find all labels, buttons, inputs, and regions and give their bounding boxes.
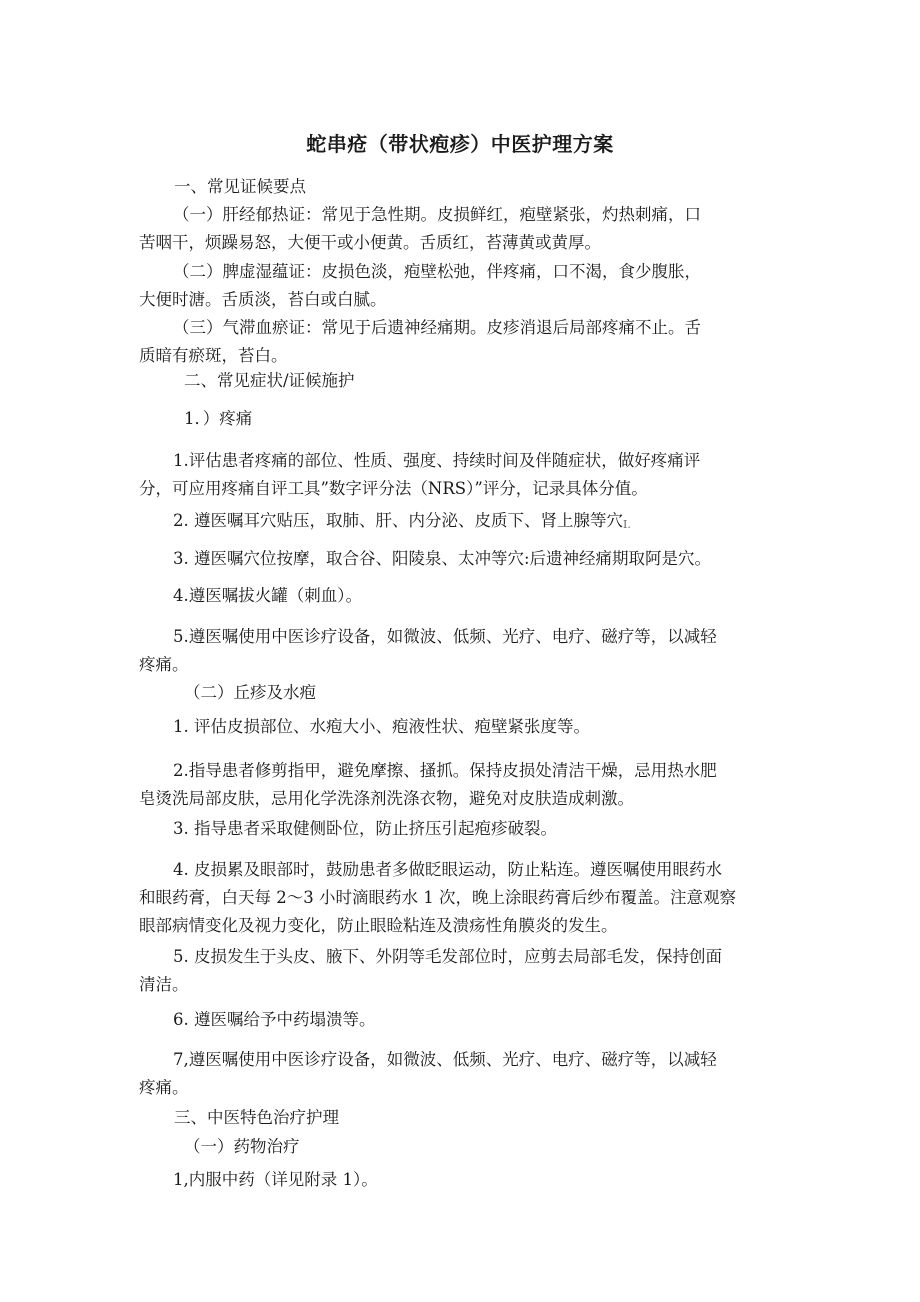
- stray-mark: I.: [623, 518, 631, 531]
- paragraph-line: 1.评估患者疼痛的部位、性质、强度、持续时间及伴随症状，做好疼痛评: [173, 451, 701, 470]
- paragraph-line: 2.指导患者修剪指甲，避免摩擦、搔抓。保持皮损处清洁干燥，忌用热水肥: [173, 761, 717, 780]
- paragraph: [139, 1046, 784, 1102]
- paragraph-line: 7,遵医嘱使用中医诊疗设备，如微波、低频、光疗、电疗、磁疗等，以减轻: [173, 1050, 717, 1069]
- paragraph-line: （一）肝经郁热证：常见于急性期。皮损鲜红，疱壁紧张，灼热刺痛，口: [173, 205, 701, 224]
- subsection-heading: （二）丘疹及水疱: [184, 683, 316, 702]
- subsection-heading: 1．）疼痛: [184, 409, 253, 428]
- paragraph: 6. 遵医嘱给予中药塌溃等。: [173, 1010, 376, 1029]
- subsection-heading: （一）药物治疗: [184, 1137, 300, 1156]
- paragraph: 1. 评估皮损部位、水疱大小、疱液性状、疱壁紧张度等。: [173, 717, 590, 736]
- paragraph-line: 大便时溏。舌质淡，苔白或白腻。: [139, 290, 387, 309]
- paragraph: 4.遵医嘱拔火罐（刺血）。: [173, 586, 362, 605]
- paragraph-line: 皂烫洗局部皮肤，忌用化学洗涤剂洗涤衣物，避免对皮肤造成刺激。: [139, 789, 634, 808]
- paragraph: [139, 856, 784, 940]
- paragraph-line: 苦咽干，烦躁易怒，大便干或小便黄。舌质红，苔薄黄或黄厚。: [139, 233, 601, 252]
- paragraph: [139, 943, 784, 999]
- paragraph-line: 质暗有瘀斑，苔白。: [139, 346, 288, 365]
- paragraph: [139, 623, 784, 679]
- paragraph: [139, 447, 784, 503]
- paragraph-line: （三）气滞血瘀证：常见于后遗神经痛期。皮疹消退后局部疼痛不止。舌: [173, 318, 701, 337]
- section-heading: 一、常见证候要点: [174, 177, 306, 196]
- section-heading: 三、中医特色治疗护理: [174, 1108, 339, 1127]
- paragraph-line: 和眼药膏，白天每 2～3 小时滴眼药水 1 次，晚上涂眼药膏后纱布覆盖。注意观察: [139, 888, 736, 907]
- paragraph: 3. 遵医嘱穴位按摩，取合谷、阳陵泉、太冲等穴:后遗神经痛期取阿是穴。: [173, 549, 712, 568]
- paragraph: [139, 757, 784, 813]
- paragraph: 3. 指导患者采取健侧卧位，防止挤压引起疱疹破裂。: [173, 819, 557, 838]
- paragraph: [139, 314, 784, 370]
- section-heading: 二、常见症状/证候施护: [184, 371, 355, 390]
- paragraph-line: 2. 遵医嘱耳穴贴压，取肺、肝、内分泌、皮质下、肾上腺等穴: [173, 511, 623, 530]
- paragraph-line: （二）脾虚湿蕴证：皮损色淡，疱壁松弛，伴疼痛，口不渴，食少腹胀，: [173, 262, 701, 281]
- paragraph-line: 4. 皮损累及眼部时，鼓励患者多做眨眼运动，防止粘连。遵医嘱使用眼药水: [173, 860, 722, 879]
- paragraph-line: 疼痛。: [139, 655, 189, 674]
- paragraph-line: 清洁。: [139, 975, 189, 994]
- paragraph: 1,内服中药（详见附录 1）。: [173, 1170, 378, 1189]
- paragraph: [173, 510, 631, 536]
- paragraph-line: 5. 皮损发生于头皮、腋下、外阴等毛发部位时，应剪去局部毛发，保持创面: [173, 947, 722, 966]
- document-title: 蛇串疮（带状疱疹）中医护理方案: [306, 132, 614, 156]
- paragraph-line: 疼痛。: [139, 1078, 189, 1097]
- paragraph-line: 分，可应用疼痛自评工具”数字评分法（NRS）”评分，记录具体分值。: [139, 479, 648, 498]
- paragraph-line: 眼部病情变化及视力变化，防止眼睑粘连及溃疡性角膜炎的发生。: [139, 916, 618, 935]
- paragraph: [139, 201, 784, 257]
- paragraph: [139, 258, 784, 314]
- paragraph-line: 5.遵医嘱使用中医诊疗设备，如微波、低频、光疗、电疗、磁疗等，以减轻: [173, 627, 717, 646]
